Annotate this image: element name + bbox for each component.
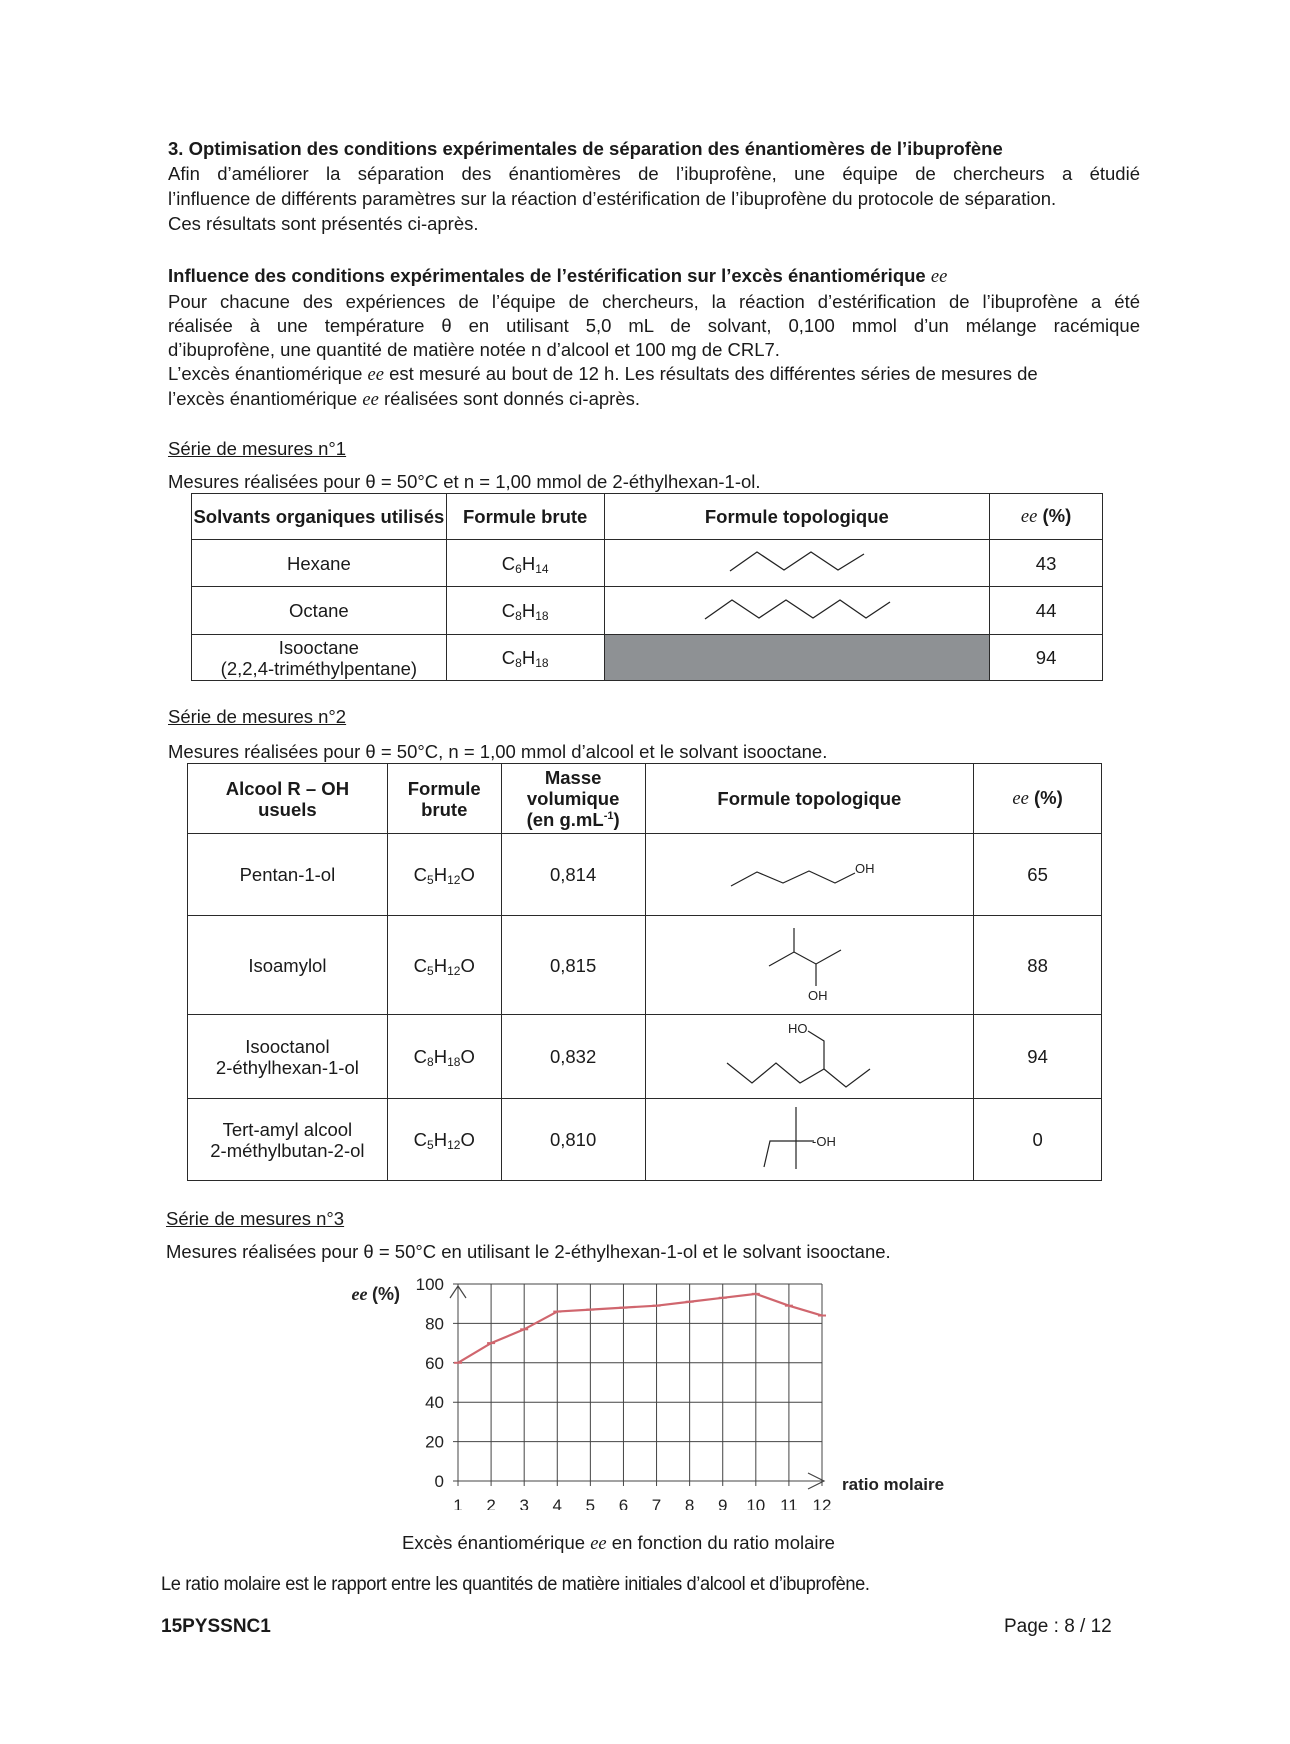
document-code: 15PYSSNC1 [161,1616,271,1637]
ee-value: 94 [974,1015,1102,1099]
y-tick-label: 40 [425,1393,444,1413]
octane-skeletal-icon [702,596,892,622]
serie2-table [187,763,1102,1181]
ee-value: 88 [974,916,1102,1015]
formule-brute: $C_8H_{18}$ [446,635,604,681]
ee-value: 43 [990,540,1103,587]
intro-line-2: l’influence de différents paramètres sur la réaction d’estérification de l’ibuprofène du protocole de séparation. [168,188,1057,209]
serie2-title: Série de mesures n°2 [168,706,347,727]
y-tick-label: 80 [425,1314,444,1334]
svg-text:OH: OH [855,860,875,876]
alcool-name: Pentan-1-ol [188,834,388,916]
header-formule-topologique: Formule topologique [604,494,990,540]
topology-isooctanol [645,1015,974,1099]
y-axis-label: ee (%) [351,1284,400,1304]
x-tick-label: 3 [519,1496,529,1510]
serie2-header-row [188,764,1102,834]
x-tick-label: 11 [780,1496,798,1510]
isoamylol-skeletal-icon [764,922,854,1004]
ee-value: 44 [990,587,1103,635]
table-row [192,540,1103,587]
influence-line-4 [168,361,1148,388]
table-row [192,587,1103,635]
solvant-name: Octane [192,587,447,635]
y-tick-label: 100 [415,1275,444,1294]
header-masse-volumique: Masse volumique (en $g.mL^{-1}$) [501,764,645,834]
alcool-name: Isooctanol 2-éthylhexan-1-ol [188,1015,388,1099]
header-ee [990,494,1103,540]
ee-symbol: ee [367,365,384,385]
topology-pentanol [645,834,974,916]
table-row [188,1099,1102,1181]
x-tick-label: 12 [812,1496,832,1510]
table-row [188,916,1102,1015]
text: est mesuré au bout de 12 h. Les résultats des différentes séries de mesures de [389,363,1038,384]
x-tick-label: 9 [717,1496,728,1510]
ee-value: 94 [990,635,1103,681]
topology-hidden-shaded [604,635,990,681]
influence-heading-text: Influence des conditions expérimentales de l’estérification sur l’excès énantiomérique [168,265,926,286]
masse-volumique: 0,810 [501,1099,645,1181]
influence-heading [168,263,1148,290]
ee-value: 0 [974,1099,1102,1181]
y-tick-label: 0 [434,1472,444,1491]
header-solvants: Solvants organiques utilisés [192,494,447,540]
table-row [192,635,1103,681]
serie1-header-row [192,494,1103,540]
svg-text:-OH: -OH [812,1133,837,1149]
serie3-title: Série de mesures n°3 [166,1208,345,1229]
masse-volumique: 0,814 [501,834,645,916]
isooctanol-skeletal-icon [724,1017,894,1093]
topology-isoamylol [645,916,974,1015]
topology-octane [604,587,990,635]
serie1-table [191,493,1103,681]
alcool-name: Tert-amyl alcool 2-méthylbutan-2-ol [188,1099,388,1181]
ee-value: 65 [974,834,1102,916]
x-axis-label: ratio molaire [842,1475,945,1494]
page-number: Page : 8 / 12 [1004,1616,1112,1637]
ee-symbol: ee [1012,789,1029,809]
text: réalisées sont donnés ci-après. [383,388,640,409]
svg-text:HO: HO [788,1020,808,1036]
ee-symbol: ee [362,390,379,410]
intro-line-1: Afin d’améliorer la séparation des énantiomères de l’ibuprofène, une équipe de chercheurs a étudié [168,163,1140,184]
ee-ratio-chart [330,1270,970,1510]
x-tick-label: 8 [684,1496,695,1510]
influence-line-1: Pour chacune des expériences de l’équipe de chercheurs, la réaction d’estérification de l’ibuprofène a été [168,291,1140,312]
header-formule-brute: Formule brute [387,764,501,834]
formule-brute: $C_5H_{12}O$ [387,1099,501,1181]
svg-text:OH: OH [808,988,828,1003]
tert-amyl-skeletal-icon [754,1103,864,1173]
ee-symbol: ee [1020,507,1038,527]
serie3-conditions: Mesures réalisées pour θ = 50°C en utilisant le 2-éthylhexan-1-ol et le solvant isooctane. [166,1241,891,1262]
text: L’excès énantiomérique [168,363,363,384]
serie1-title: Série de mesures n°1 [168,438,347,459]
chart-caption [402,1530,835,1557]
influence-line-5 [168,386,1148,413]
percent: (%) [1042,505,1072,526]
header-alcool: Alcool R – OH usuels [188,764,388,834]
serie1-conditions: Mesures réalisées pour θ = 50°C et n = 1,00 mmol de 2-éthylhexan-1-ol. [168,471,761,492]
topology-tert-amyl [645,1099,974,1181]
header-ee: ee (%) [974,764,1102,834]
formule-brute: $C_8H_{18}O$ [387,1015,501,1099]
text: en fonction du ratio molaire [611,1532,835,1553]
pentanol-skeletal-icon [729,856,889,890]
hexane-skeletal-icon [727,548,867,574]
formule-brute: $C_5H_{12}O$ [387,916,501,1015]
ratio-note: Le ratio molaire est le rapport entre les quantités de matière initiales d’alcool et d’ibuprofène. [161,1574,870,1595]
formule-brute: $C_8H_{18}$ [446,587,604,635]
x-tick-label: 2 [486,1496,496,1510]
influence-line-3: d’ibuprofène, une quantité de matière notée n d’alcool et 100 mg de CRL7. [168,339,780,360]
text: Excès énantiomérique [402,1532,586,1553]
topology-hexane [604,540,990,587]
section-title: 3. Optimisation des conditions expérimentales de séparation des énantiomères de l’ibuprofène [168,138,1003,159]
formule-brute: $C_5H_{12}O$ [387,834,501,916]
table-row [188,1015,1102,1099]
header-formule-brute: Formule brute [446,494,604,540]
alcool-name: Isoamylol [188,916,388,1015]
x-tick-label: 7 [651,1496,662,1510]
x-tick-label: 5 [585,1496,596,1510]
formule-brute: $C_6H_{14}$ [446,540,604,587]
y-tick-label: 20 [425,1432,444,1452]
data-series-line [458,1294,822,1363]
serie2-conditions: Mesures réalisées pour θ = 50°C, n = 1,00 mmol d’alcool et le solvant isooctane. [168,741,828,762]
intro-line-3: Ces résultats sont présentés ci-après. [168,213,479,234]
masse-volumique: 0,832 [501,1015,645,1099]
solvant-name: Isooctane (2,2,4-triméthylpentane) [192,635,447,681]
y-tick-label: 60 [425,1353,444,1373]
solvant-name: Hexane [192,540,447,587]
text: l’excès énantiomérique [168,388,358,409]
masse-volumique: 0,815 [501,916,645,1015]
table-row [188,834,1102,916]
x-tick-label: 4 [552,1496,563,1510]
line-chart [330,1270,970,1510]
x-tick-label: 1 [453,1496,463,1510]
ee-symbol: ee [930,267,948,287]
x-tick-label: 10 [746,1496,766,1510]
influence-line-2: réalisée à une température θ en utilisant 5,0 mL de solvant, 0,100 mmol d’un mélange racémique [168,315,1140,336]
x-tick-label: 6 [618,1496,629,1510]
header-formule-topologique: Formule topologique [645,764,974,834]
ee-symbol: ee [590,1534,607,1554]
